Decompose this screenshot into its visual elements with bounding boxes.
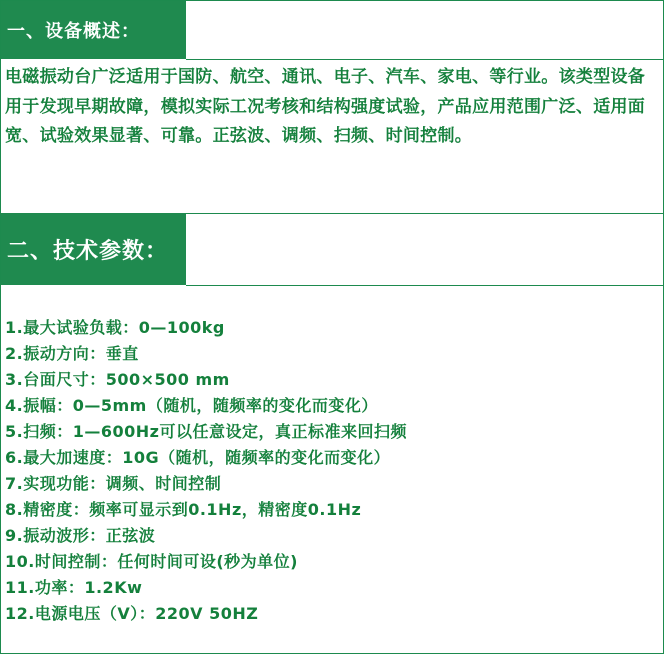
spec-item: 12.电源电压（V）：220V 50HZ xyxy=(5,604,259,623)
spec-item: 4.振幅：0—5mm（随机，随频率的变化而变化） xyxy=(5,396,378,415)
spec-item: 9.振动波形：正弦波 xyxy=(5,526,156,545)
spec-item: 6.最大加速度：10G（随机，随频率的变化而变化） xyxy=(5,448,391,467)
spec-item: 7.实现功能：调频、时间控制 xyxy=(5,474,222,493)
overview-paragraph: 电磁振动台广泛适用于国防、航空、通讯、电子、汽车、家电、等行业。该类型设备用于发现早期故障，模拟实际工况考核和结构强度试验，产品应用范围广泛、适用面宽、试验效果显著、可靠。正弦波、调频、扫频、时间控制。 xyxy=(5,67,646,146)
spec-item: 1.最大试验负载：0—100kg xyxy=(5,318,225,337)
spec-list xyxy=(5,315,655,627)
overview-title: 一、设备概述： xyxy=(1,1,186,59)
spec-item: 8.精密度：频率可显示到0.1Hz，精密度0.1Hz xyxy=(5,500,362,519)
spec-item: 10.时间控制：任何时间可设(秒为单位) xyxy=(5,552,298,571)
spec-item: 11.功率：1.2Kw xyxy=(5,578,143,597)
specs-title: 二、技术参数： xyxy=(1,213,186,285)
spec-item: 5.扫频：1—600Hz可以任意设定，真正标准来回扫频 xyxy=(5,422,407,441)
overview-section-header xyxy=(1,1,663,61)
specs-section-header xyxy=(1,213,663,288)
spec-item: 3.台面尺寸：500×500 mm xyxy=(5,370,230,389)
overview-header-divider xyxy=(186,59,663,60)
spec-item: 2.振动方向：垂直 xyxy=(5,344,139,363)
specs-header-divider xyxy=(186,285,663,286)
